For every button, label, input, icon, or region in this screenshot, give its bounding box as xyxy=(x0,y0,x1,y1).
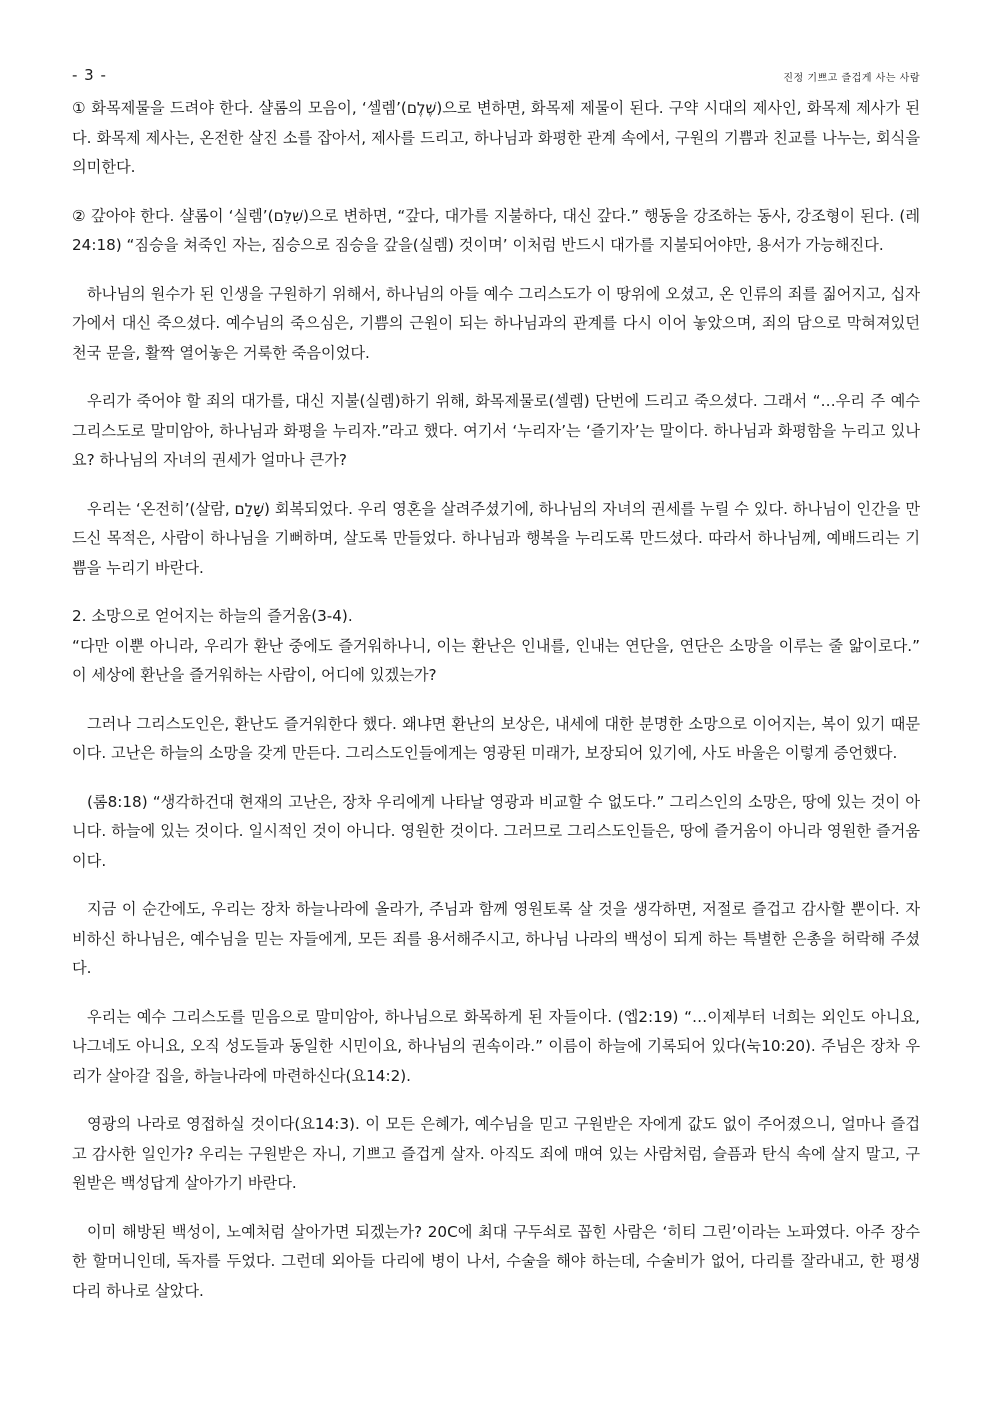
paragraph-repay: ② 갚아야 한다. 샬롬이 ‘실렘’(שִׁלֵּם)으로 변하면, “갚다, 대가를 지불하다, 대신 갚다.” 행동을 강조하는 동사, 강조형이 된다. (레24:18) “짐승을 쳐죽인 자는, 짐승으로 짐승을 갚을(실렘) 것이며’ 이처럼 반드시 대가를 지불되어야만, 용서가 가능해진다. xyxy=(72,206,920,254)
paragraph-heaven: 지금 이 순간에도, 우리는 장차 하늘나라에 올라가, 주님과 함께 영원토록 살 것을 생각하면, 저절로 즐겁고 감사할 뿐이다. 자비하신 하나님은, 예수님을 믿는 자들에게, 모든 죄를 용서해주시고, 하나님 나라의 백성이 되게 하는 특별한 은총을 허락해 주셨다. xyxy=(72,900,920,977)
section-heading-hope: 2. 소망으로 얻어지는 하늘의 즐거움(3-4). xyxy=(72,607,353,625)
paragraph-peace-offering: ① 화목제물을 드려야 한다. 샬롬의 모음이, ‘셀렘’(שֶׁלֶם)으로 변하면, 화목제 제물이 된다. 구약 시대의 제사인, 화목제 제사가 된다. 화목제 제사는, 온전한 살진 소를 잡아서, 제사를 드리고, 하나님과 화평한 관계 속에서, 구원의 기쁨과 친교를 나누는, 회식을 의미한다. xyxy=(72,99,920,176)
page-header xyxy=(72,66,920,88)
paragraph-tribulation: 그러나 그리스도인은, 환난도 즐거워한다 했다. 왜냐면 환난의 보상은, 내세에 대한 분명한 소망으로 이어지는, 복이 있기 때문이다. 고난은 하늘의 소망을 갖게 만든다. 그리스도인들에게는 영광된 미래가, 보장되어 있기에, 사도 바울은 이렇게 증언했다. xyxy=(72,714,920,762)
document-body xyxy=(72,94,920,1325)
paragraph-glory: 영광의 나라로 영접하실 것이다(요14:3). 이 모든 은혜가, 예수님을 믿고 구원받은 자에게 값도 없이 주어졌으니, 얼마나 즐겁고 감사한 일인가? 우리는 구원받은 자니, 기쁘고 즐겁게 살자. 아직도 죄에 매여 있는 사람처럼, 슬픔과 탄식 속에 살지 말고, 구원받은 백성답게 살아가기 바란다. xyxy=(72,1115,920,1192)
paragraph-atonement: 우리가 죽어야 할 죄의 대가를, 대신 지불(실렘)하기 위해, 화목제물로(셀렘) 단번에 드리고 죽으셨다. 그래서 “…우리 주 예수 그리스도로 말미암아, 하나님과 화평을 누리자.”라고 했다. 여기서 ‘누리자’는 ‘즐기자’는 말이다. 하나님과 화평함을 누리고 있나요? 하나님의 자녀의 권세가 얼마나 큰가? xyxy=(72,392,920,469)
paragraph-restored: 우리는 ‘온전히’(살람, שָׁלַם) 회복되었다. 우리 영혼을 살려주셨기에, 하나님의 자녀의 권세를 누릴 수 있다. 하나님이 인간을 만드신 목적은, 사람이 하나님을 기뻐하며, 살도록 만들었다. 하나님과 행복을 누리도록 만드셨다. 따라서 하나님께, 예배드리는 기쁨을 누리기 바란다. xyxy=(72,499,920,577)
page-number: - 3 - xyxy=(72,66,107,84)
paragraph-hetty-green: 이미 해방된 백성이, 노예처럼 살아가면 되겠는가? 20C에 최대 구두쇠로 꼽힌 사람은 ‘히티 그린’이라는 노파였다. 아주 장수한 할머니인데, 독자를 두었다. 그런데 외아들 다리에 병이 나서, 수술을 해야 하는데, 수술비가 없어, 다리를 잘라내고, 한 평생 다리 하나로 살았다. xyxy=(72,1222,920,1300)
paragraph-citizens: 우리는 예수 그리스도를 믿음으로 말미암아, 하나님으로 화목하게 된 자들이다. (엡2:19) “…이제부터 너희는 외인도 아니요, 나그네도 아니요, 오직 성도들과 동일한 시민이요, 하나님의 권속이라.” 이름이 하늘에 기록되어 있다(눅10:20). 주님은 장차 우리가 살아갈 집을, 하늘나라에 마련하신다(요14:2). xyxy=(72,1007,920,1085)
paragraph-scripture-quote: “다만 이뿐 아니라, 우리가 환난 중에도 즐거워하나니, 이는 환난은 인내를, 인내는 연단을, 연단은 소망을 이루는 줄 앎이로다.” 이 세상에 환난을 즐거워하는 사람이, 어디에 있겠는가? xyxy=(72,636,920,684)
running-title: 진정 기쁘고 즐겁게 사는 사람 xyxy=(783,73,920,84)
paragraph-salvation: 하나님의 원수가 된 인생을 구원하기 위해서, 하나님의 아들 예수 그리스도가 이 땅위에 오셨고, 온 인류의 죄를 짊어지고, 십자가에서 대신 죽으셨다. 예수님의 죽으심은, 기쁨의 근원이 되는 하나님과의 관계를 다시 이어 놓았으며, 죄의 담으로 막혀져있던 천국 문을, 활짝 열어놓은 거룩한 죽음이었다. xyxy=(72,284,920,362)
paragraph-romans: (롬8:18) “생각하건대 현재의 고난은, 장차 우리에게 나타날 영광과 비교할 수 없도다.” 그리스인의 소망은, 땅에 있는 것이 아니다. 하늘에 있는 것이다. 일시적인 것이 아니다. 영원한 것이다. 그러므로 그리스도인들은, 땅에 즐거움이 아니라 영원한 즐거움이다. xyxy=(72,792,920,870)
